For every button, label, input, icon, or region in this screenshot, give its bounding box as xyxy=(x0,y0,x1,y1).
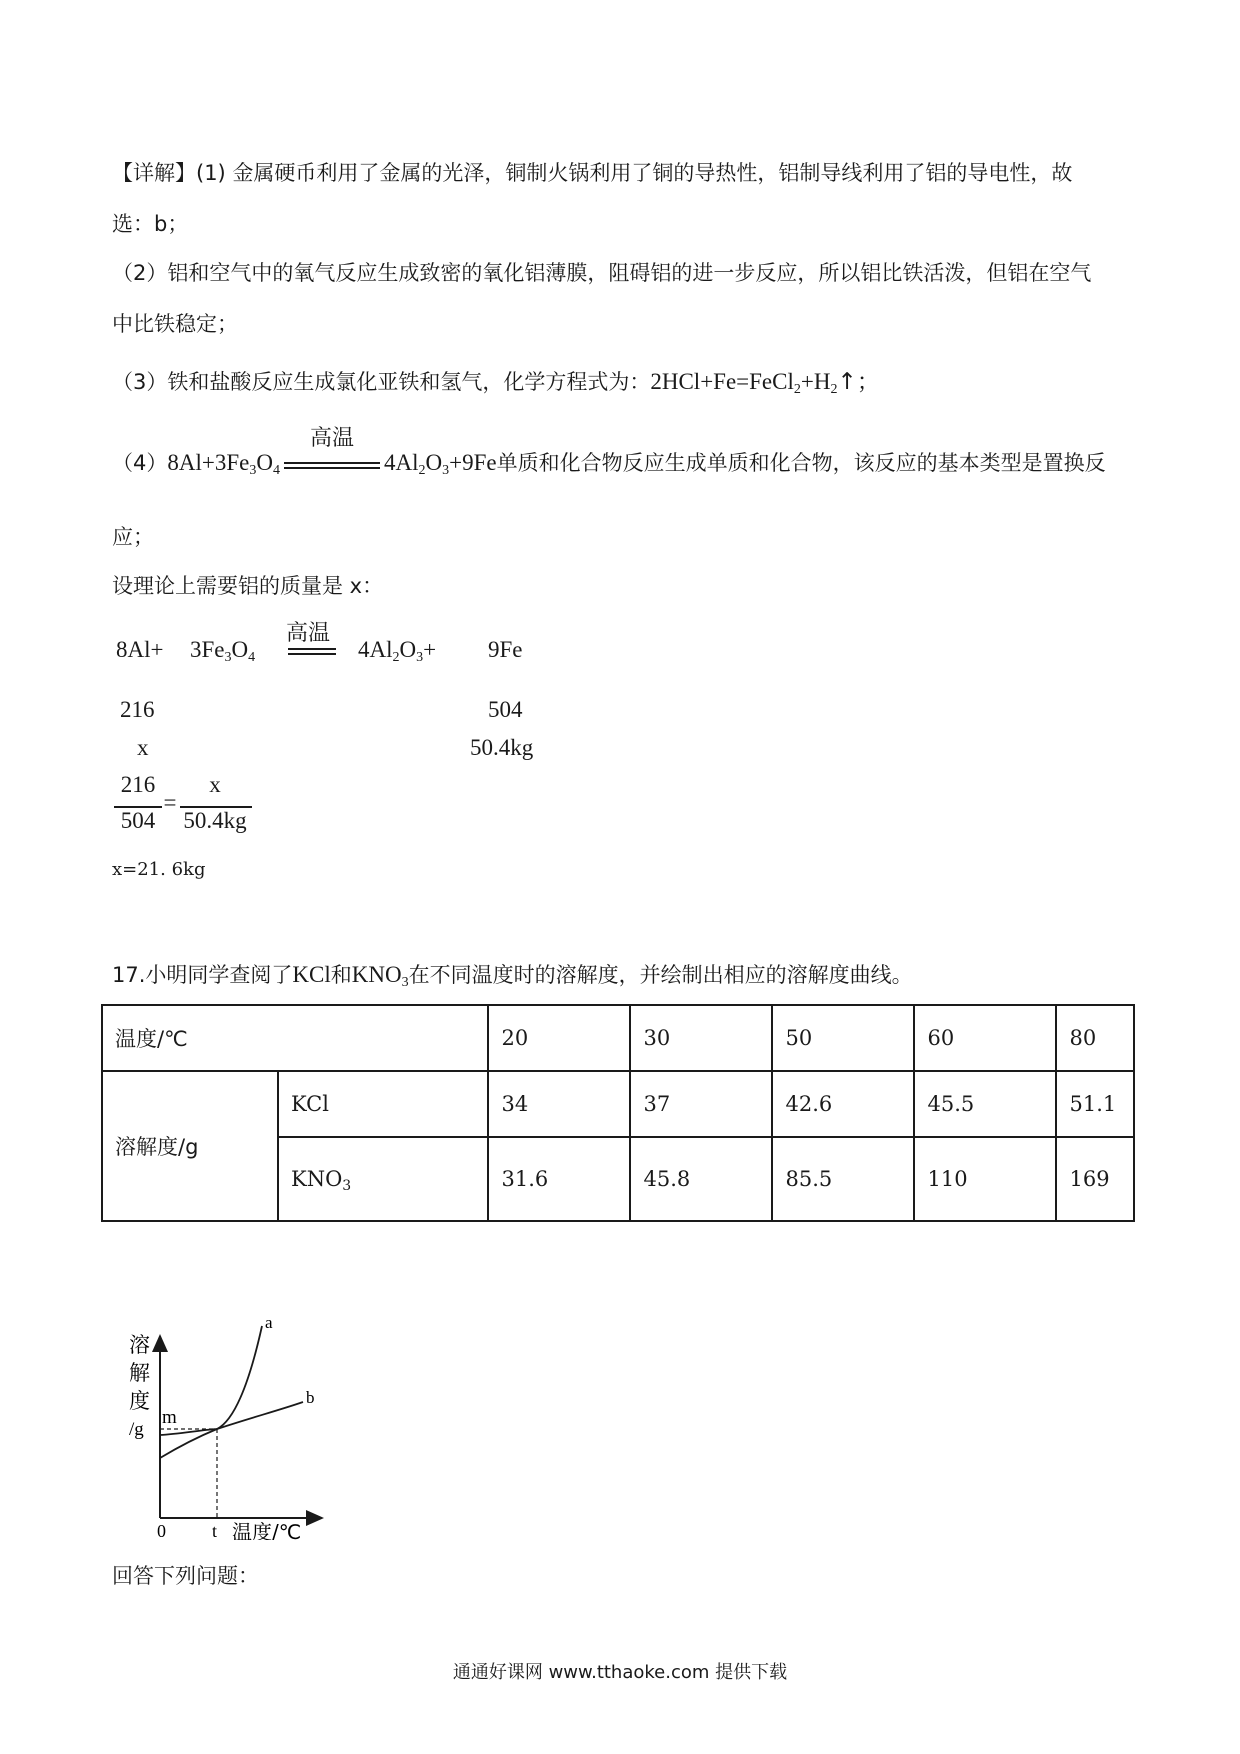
frac-equals: = xyxy=(163,790,177,815)
q17-stem: 17.小明同学查阅了KCl和$KNO_3$在不同温度时的溶解度，并绘制出相应的溶解度曲线。 xyxy=(112,962,913,990)
fe-given-mass: 50.4kg xyxy=(470,735,534,760)
p4-rhs: $4Al_2O_3+9Fe$ xyxy=(383,450,497,478)
temp-cell: 60 xyxy=(914,1005,1056,1071)
kno3-value: 31.6 xyxy=(488,1137,630,1221)
kcl-label: KCl xyxy=(278,1071,488,1137)
kcl-value: 34 xyxy=(488,1071,630,1137)
solubility-table xyxy=(101,1004,1135,1222)
y-label-char: 解 xyxy=(129,1361,150,1385)
temp-cell: 50 xyxy=(772,1005,914,1071)
curve-b xyxy=(160,1402,303,1458)
table-row xyxy=(102,1005,1134,1071)
mass-al: 216 xyxy=(120,697,155,722)
frac-right-numerator: x xyxy=(209,772,221,797)
x-axis-label: 温度/℃ xyxy=(232,1520,302,1540)
calc-term-fe: 9Fe xyxy=(488,637,523,662)
y-label-char: 溶 xyxy=(129,1333,150,1357)
kno3-label: $KNO_3$ xyxy=(278,1137,488,1221)
curve-a-label: a xyxy=(265,1313,273,1332)
frac-left-denominator: 504 xyxy=(120,808,156,833)
frac-right-denominator: 50.4kg xyxy=(183,808,247,833)
explanation-p4 xyxy=(112,425,1106,480)
explanation-p2-line2: 中比铁稳定； xyxy=(112,312,238,336)
p3-text: （3）铁和盐酸反应生成氯化亚铁和氢气，化学方程式为： xyxy=(112,370,651,394)
unknown-x: x xyxy=(137,735,149,760)
temp-header: 温度/℃ xyxy=(102,1005,488,1071)
m-label: m xyxy=(162,1407,177,1428)
kcl-value: 51.1 xyxy=(1056,1071,1134,1137)
origin-label: 0 xyxy=(157,1521,166,1540)
result-line: x=21. 6kg xyxy=(112,859,206,880)
kcl-value: 45.5 xyxy=(914,1071,1056,1137)
kno3-value: 45.8 xyxy=(630,1137,772,1221)
kcl-value: 42.6 xyxy=(772,1071,914,1137)
kno3-value: 169 xyxy=(1056,1137,1134,1221)
temp-cell: 30 xyxy=(630,1005,772,1071)
solubility-header: 溶解度/g xyxy=(102,1071,278,1221)
p4-lhs: $8Al+3Fe_3O_4$ xyxy=(167,450,280,478)
explanation-p1-line1: 【详解】(1) 金属硬币利用了金属的光泽，铜制火锅利用了铜的导热性，铝制导线利用了铝的导电性，故 xyxy=(112,161,1073,185)
mass-fe: 504 xyxy=(488,697,523,722)
kno3-value: 85.5 xyxy=(772,1137,914,1221)
page-footer: 通通好课网 www.tthaoke.com 提供下载 xyxy=(452,1662,788,1683)
temp-cell: 80 xyxy=(1056,1005,1134,1071)
table-row xyxy=(102,1071,1134,1137)
t-label: t xyxy=(212,1521,218,1540)
assumption-line: 设理论上需要铝的质量是 x： xyxy=(112,574,384,598)
explanation-p1-line2: 选：b； xyxy=(112,212,189,236)
calc-condition: 高温 xyxy=(288,640,336,666)
curve-b-label: b xyxy=(306,1388,315,1407)
p3-equation: $2HCl+Fe=FeCl_2+H_2↑$； xyxy=(650,369,880,397)
kno3-value: 110 xyxy=(914,1137,1056,1221)
explanation-p2-line1: （2）铝和空气中的氧气反应生成致密的氧化铝薄膜，阻碍铝的进一步反应，所以铝比铁活泼，但铝在空气 xyxy=(112,261,1092,285)
calc-term-fe3o4: $3Fe_3O_4$ xyxy=(190,637,256,665)
calc-term-al: 8Al+ xyxy=(116,637,164,662)
calc-term-al2o3: $4Al_2O_3+$ xyxy=(358,637,437,665)
temp-cell: 20 xyxy=(488,1005,630,1071)
frac-left-numerator: 216 xyxy=(120,772,156,797)
y-label-unit: /g xyxy=(129,1419,144,1440)
y-label-char: 度 xyxy=(129,1389,150,1413)
explanation-p4-tail: 应； xyxy=(112,525,154,549)
p4-text: 单质和化合物反应生成单质和化合物，该反应的基本类型是置换反 xyxy=(496,451,1106,475)
p4-prefix: （4） xyxy=(112,451,168,475)
reaction-condition-equals: 高温 xyxy=(284,450,380,480)
solubility-curve-graph xyxy=(100,1300,340,1540)
explanation-p3 xyxy=(112,367,880,397)
answer-prompt: 回答下列问题： xyxy=(112,1564,259,1588)
kcl-value: 37 xyxy=(630,1071,772,1137)
